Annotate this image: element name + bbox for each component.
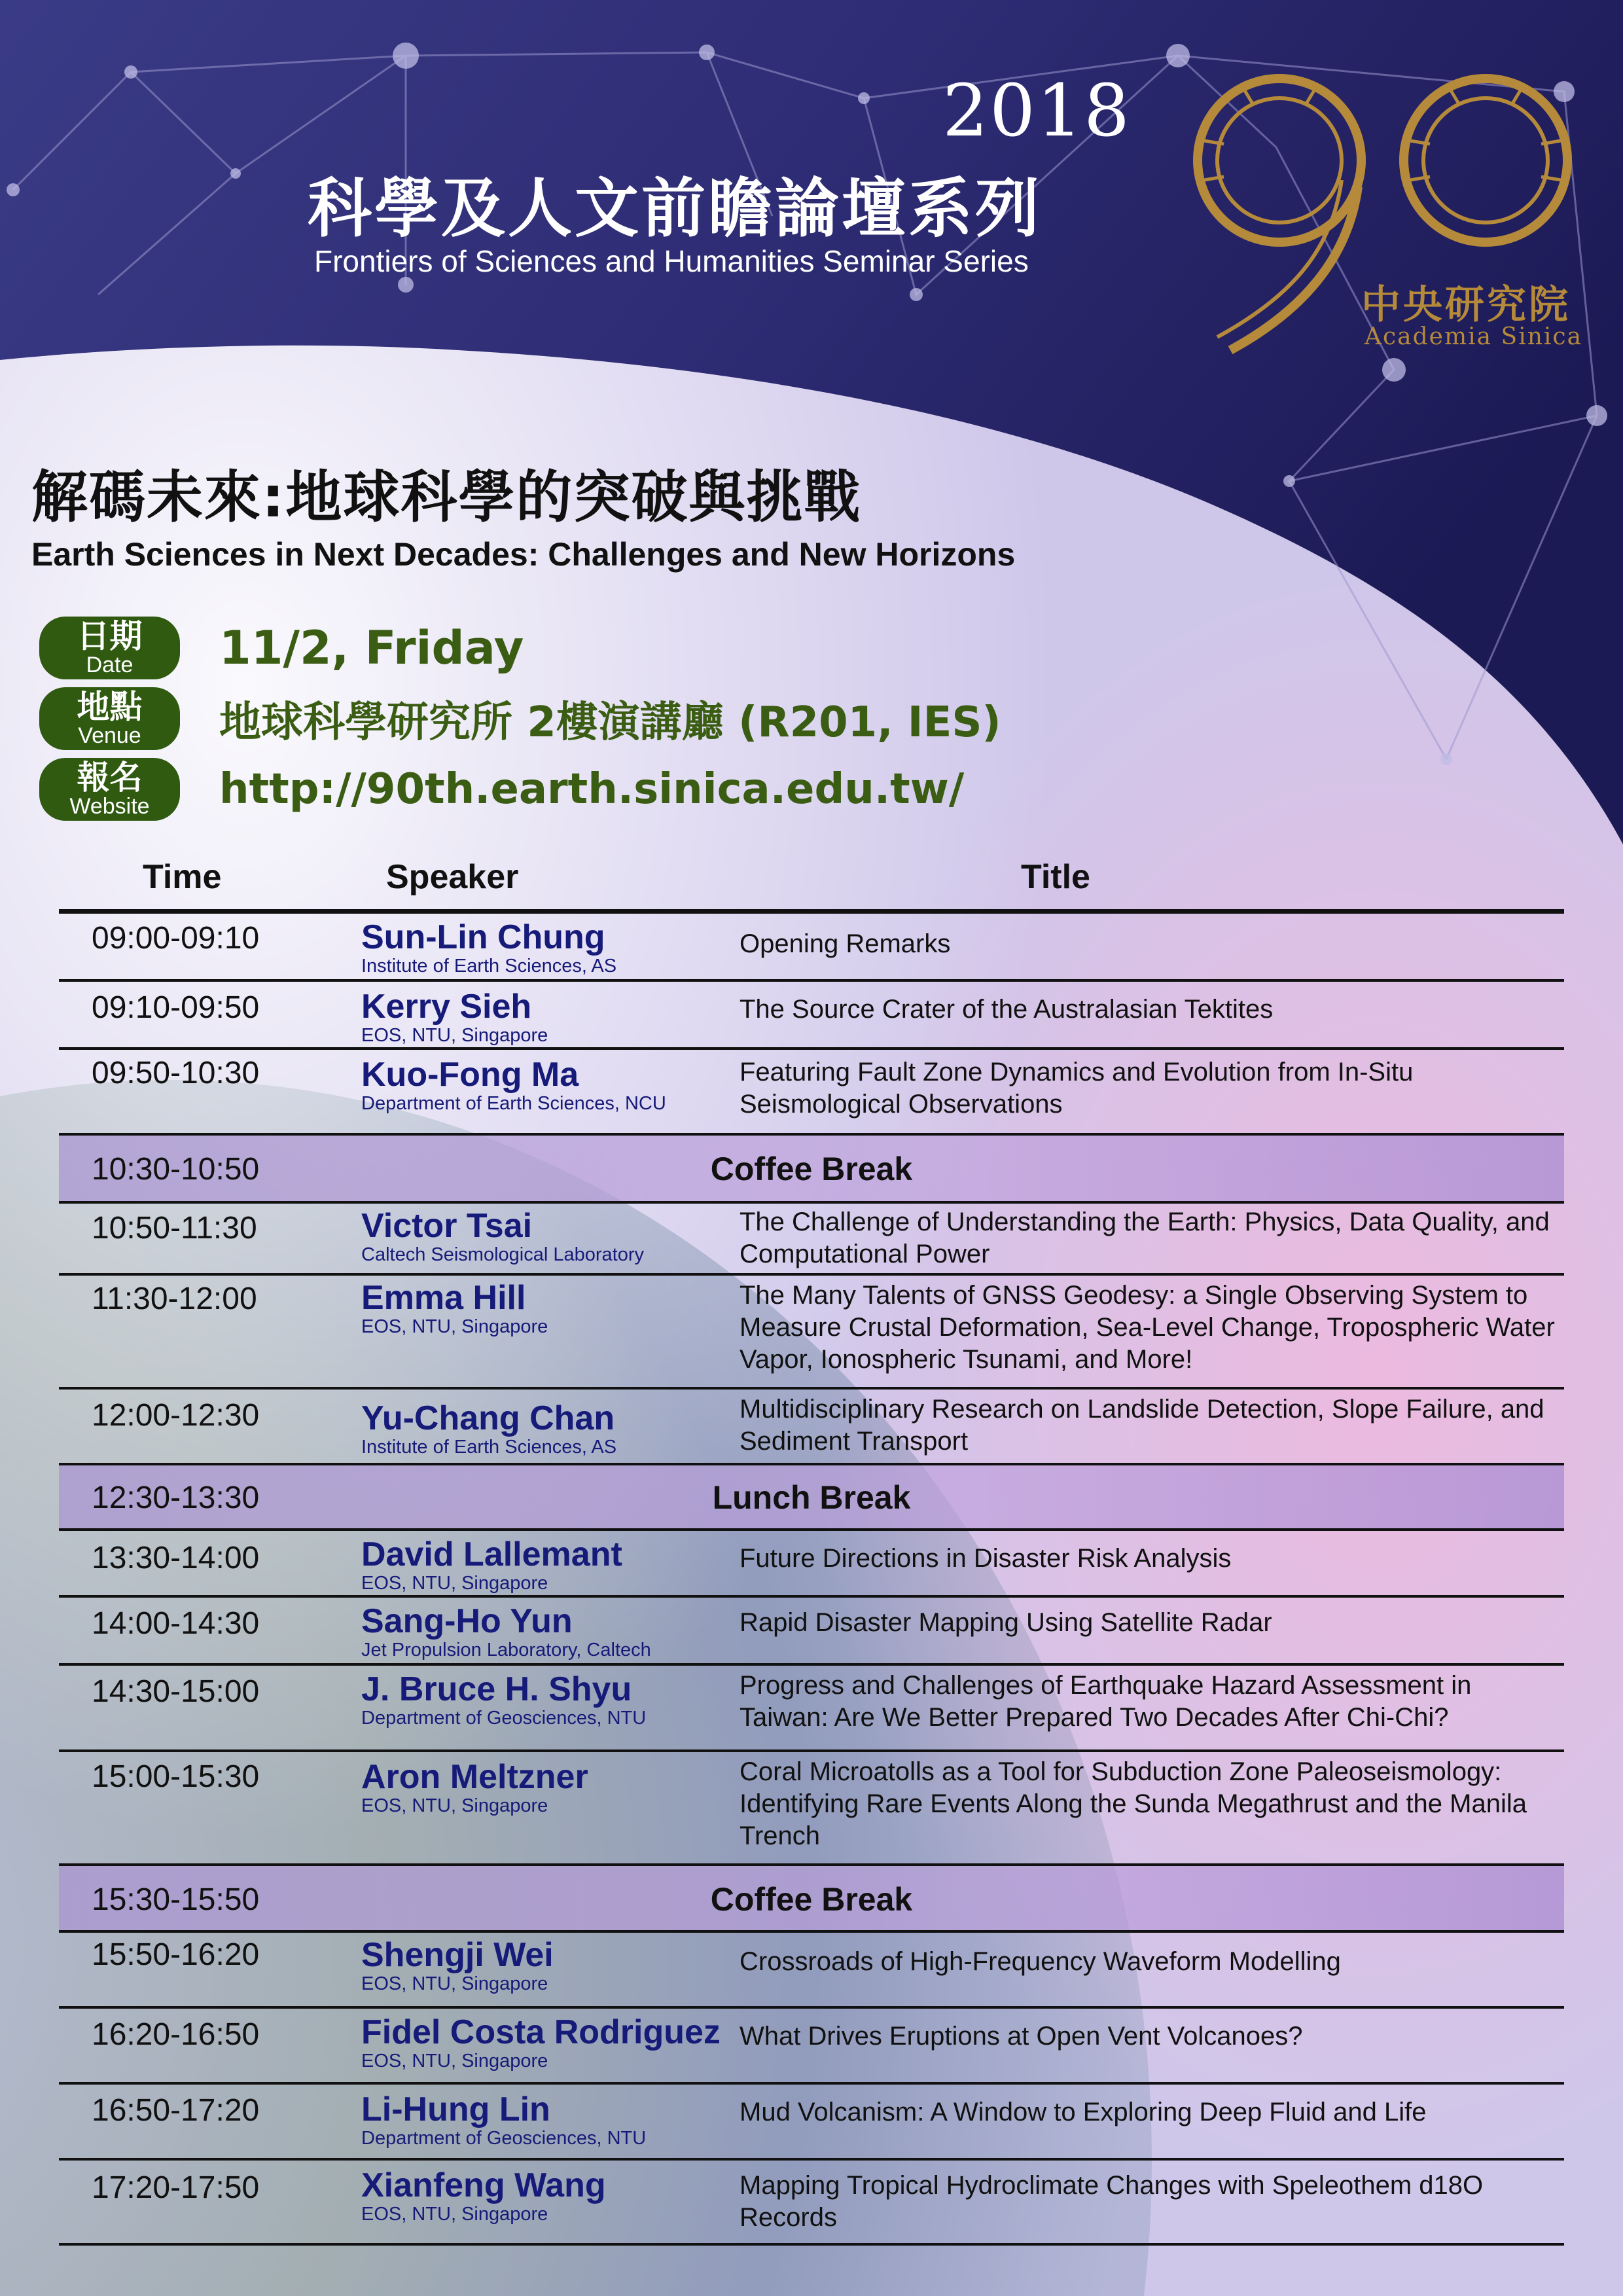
break-label: Coffee Break (710, 1151, 913, 1187)
speaker-name: Xianfeng Wang (361, 2166, 606, 2204)
table-row (59, 1050, 1564, 1136)
talk-title: Featuring Fault Zone Dynamics and Evolution from In-Situ Seismological Observations (740, 1058, 1414, 1119)
table-row (59, 982, 1564, 1050)
header-speaker: Speaker (386, 858, 519, 896)
talk-title: The Challenge of Understanding the Earth: Physics, Data Quality, and Computational Power (740, 1208, 1550, 1268)
date-badge-en: Date (86, 653, 134, 677)
row-time: 09:50-10:30 (92, 1056, 260, 1090)
speaker-affiliation: Department of Earth Sciences, NCU (361, 1093, 666, 1114)
table-row (59, 2009, 1564, 2085)
table-row (59, 914, 1564, 982)
venue-badge (39, 687, 180, 750)
talk-title: Coral Microatolls as a Tool for Subduction Zone Paleoseismology: Identifying Rare Events Along the Sunda Megathrust and the Manila Trench (740, 1757, 1527, 1850)
venue-row (39, 687, 1001, 750)
website-link[interactable]: http://90th.earth.sinica.edu.tw/ (219, 765, 965, 814)
seminar-title-en: Earth Sciences in Next Decades: Challenges and New Horizons (31, 536, 1016, 573)
speaker-affiliation: EOS, NTU, Singapore (361, 1973, 548, 1994)
speaker-name: Emma Hill (361, 1279, 526, 1317)
venue-badge-cn: 地點 (77, 688, 143, 726)
table-row (59, 1204, 1564, 1276)
speaker-affiliation: Institute of Earth Sciences, AS (361, 1437, 617, 1458)
header-rule (59, 909, 1564, 914)
header-time: Time (143, 858, 222, 896)
speaker-name: Sang-Ho Yun (361, 1602, 573, 1640)
venue-badge-en: Venue (78, 723, 141, 748)
table-row (59, 1276, 1564, 1390)
series-title-cn: 科學及人文前瞻論壇系列 (308, 171, 1043, 246)
talk-title: Crossroads of High-Frequency Waveform Modelling (740, 1947, 1341, 1976)
website-row (39, 758, 964, 821)
table-row (59, 2161, 1564, 2246)
break-label: Lunch Break (712, 1479, 911, 1516)
speaker-name: Li-Hung Lin (361, 2090, 550, 2128)
speaker-affiliation: EOS, NTU, Singapore (361, 1025, 548, 1046)
row-time: 15:50-16:20 (92, 1937, 260, 1972)
row-time: 11:30-12:00 (92, 1282, 257, 1316)
speaker-affiliation: EOS, NTU, Singapore (361, 1795, 548, 1816)
row-time: 10:30-10:50 (92, 1152, 260, 1187)
speaker-affiliation: EOS, NTU, Singapore (361, 1316, 548, 1337)
row-time: 09:00-09:10 (92, 921, 260, 956)
talk-title: Progress and Challenges of Earthquake Hazard Assessment in Taiwan: Are We Better Prepared Two Decades After Chi-Chi? (740, 1671, 1472, 1732)
speaker-affiliation: EOS, NTU, Singapore (361, 2051, 548, 2072)
website-badge-en: Website (69, 794, 150, 819)
table-row (59, 1598, 1564, 1666)
speaker-name: Sun-Lin Chung (361, 918, 605, 956)
date-value: 11/2, Friday (219, 621, 524, 675)
talk-title: What Drives Eruptions at Open Vent Volcanoes? (740, 2022, 1303, 2051)
table-row (59, 1531, 1564, 1598)
row-time: 15:30-15:50 (92, 1882, 260, 1917)
website-badge (39, 758, 180, 821)
year-label: 2018 (942, 69, 1131, 152)
academia-sinica-logo-en: Academia Sinica (1364, 323, 1583, 350)
break-row (59, 1136, 1564, 1204)
row-time: 09:10-09:50 (92, 990, 260, 1025)
speaker-name: Kuo-Fong Ma (361, 1056, 579, 1094)
row-time: 16:50-17:20 (92, 2093, 260, 2128)
speaker-name: Fidel Costa Rodriguez (361, 2013, 721, 2051)
break-row (59, 1465, 1564, 1531)
academia-sinica-logo-cn: 中央研究院 (1361, 282, 1571, 328)
date-row (39, 617, 524, 679)
speaker-affiliation: EOS, NTU, Singapore (361, 2204, 548, 2225)
speaker-affiliation: Department of Geosciences, NTU (361, 1708, 647, 1729)
row-time: 10:50-11:30 (92, 1211, 257, 1246)
speaker-affiliation: Department of Geosciences, NTU (361, 2128, 647, 2149)
speaker-affiliation: Institute of Earth Sciences, AS (361, 956, 617, 977)
row-time: 14:30-15:00 (92, 1674, 260, 1709)
talk-title: Mud Volcanism: A Window to Exploring Deep Fluid and Life (740, 2098, 1427, 2126)
talk-title: Multidisciplinary Research on Landslide Detection, Slope Failure, and Sediment Transport (740, 1395, 1544, 1456)
row-time: 12:30-13:30 (92, 1480, 260, 1515)
talk-title: Mapping Tropical Hydroclimate Changes with Speleothem d18O Records (740, 2171, 1484, 2232)
speaker-affiliation: Caltech Seismological Laboratory (361, 1244, 644, 1265)
header-title: Title (1021, 858, 1090, 896)
table-row (59, 1933, 1564, 2009)
talk-title: Opening Remarks (740, 929, 951, 958)
talk-title: Rapid Disaster Mapping Using Satellite Radar (740, 1608, 1272, 1637)
date-badge (39, 617, 180, 679)
row-time: 17:20-17:50 (92, 2170, 260, 2205)
row-time: 13:30-14:00 (92, 1541, 260, 1575)
speaker-name: Kerry Sieh (361, 988, 532, 1026)
website-badge-cn: 報名 (77, 759, 143, 797)
table-row (59, 2085, 1564, 2161)
venue-value: 地球科學研究所 2樓演講廳 (R201, IES) (219, 698, 1001, 747)
speaker-name: David Lallemant (361, 1535, 622, 1573)
seminar-title-cn: 解碼未來:地球科學的突破與挑戰 (31, 465, 862, 530)
speaker-affiliation: EOS, NTU, Singapore (361, 1573, 548, 1594)
table-row (59, 1752, 1564, 1866)
talk-title: Future Directions in Disaster Risk Analysis (740, 1544, 1232, 1573)
break-row (59, 1866, 1564, 1933)
talk-title: The Many Talents of GNSS Geodesy: a Single Observing System to Measure Crustal Deformation, Sea-Level Change, Tropospheric Water Vapor, Ionospheric Tsunami, and More! (740, 1281, 1555, 1374)
table-row (59, 1666, 1564, 1752)
speaker-name: Shengji Wei (361, 1936, 554, 1974)
series-title-en: Frontiers of Sciences and Humanities Seminar Series (314, 244, 1029, 278)
row-time: 12:00-12:30 (92, 1398, 260, 1433)
speaker-name: Yu-Chang Chan (361, 1399, 615, 1437)
talk-title: The Source Crater of the Australasian Tektites (740, 995, 1274, 1024)
speaker-name: Aron Meltzner (361, 1758, 588, 1796)
row-time: 14:00-14:30 (92, 1606, 260, 1641)
break-label: Coffee Break (710, 1881, 913, 1918)
table-row (59, 1390, 1564, 1465)
speaker-affiliation: Jet Propulsion Laboratory, Caltech (361, 1640, 651, 1660)
date-badge-cn: 日期 (77, 617, 143, 655)
row-time: 15:00-15:30 (92, 1759, 260, 1794)
speaker-name: J. Bruce H. Shyu (361, 1670, 632, 1708)
speaker-name: Victor Tsai (361, 1207, 533, 1245)
row-time: 16:20-16:50 (92, 2017, 260, 2052)
